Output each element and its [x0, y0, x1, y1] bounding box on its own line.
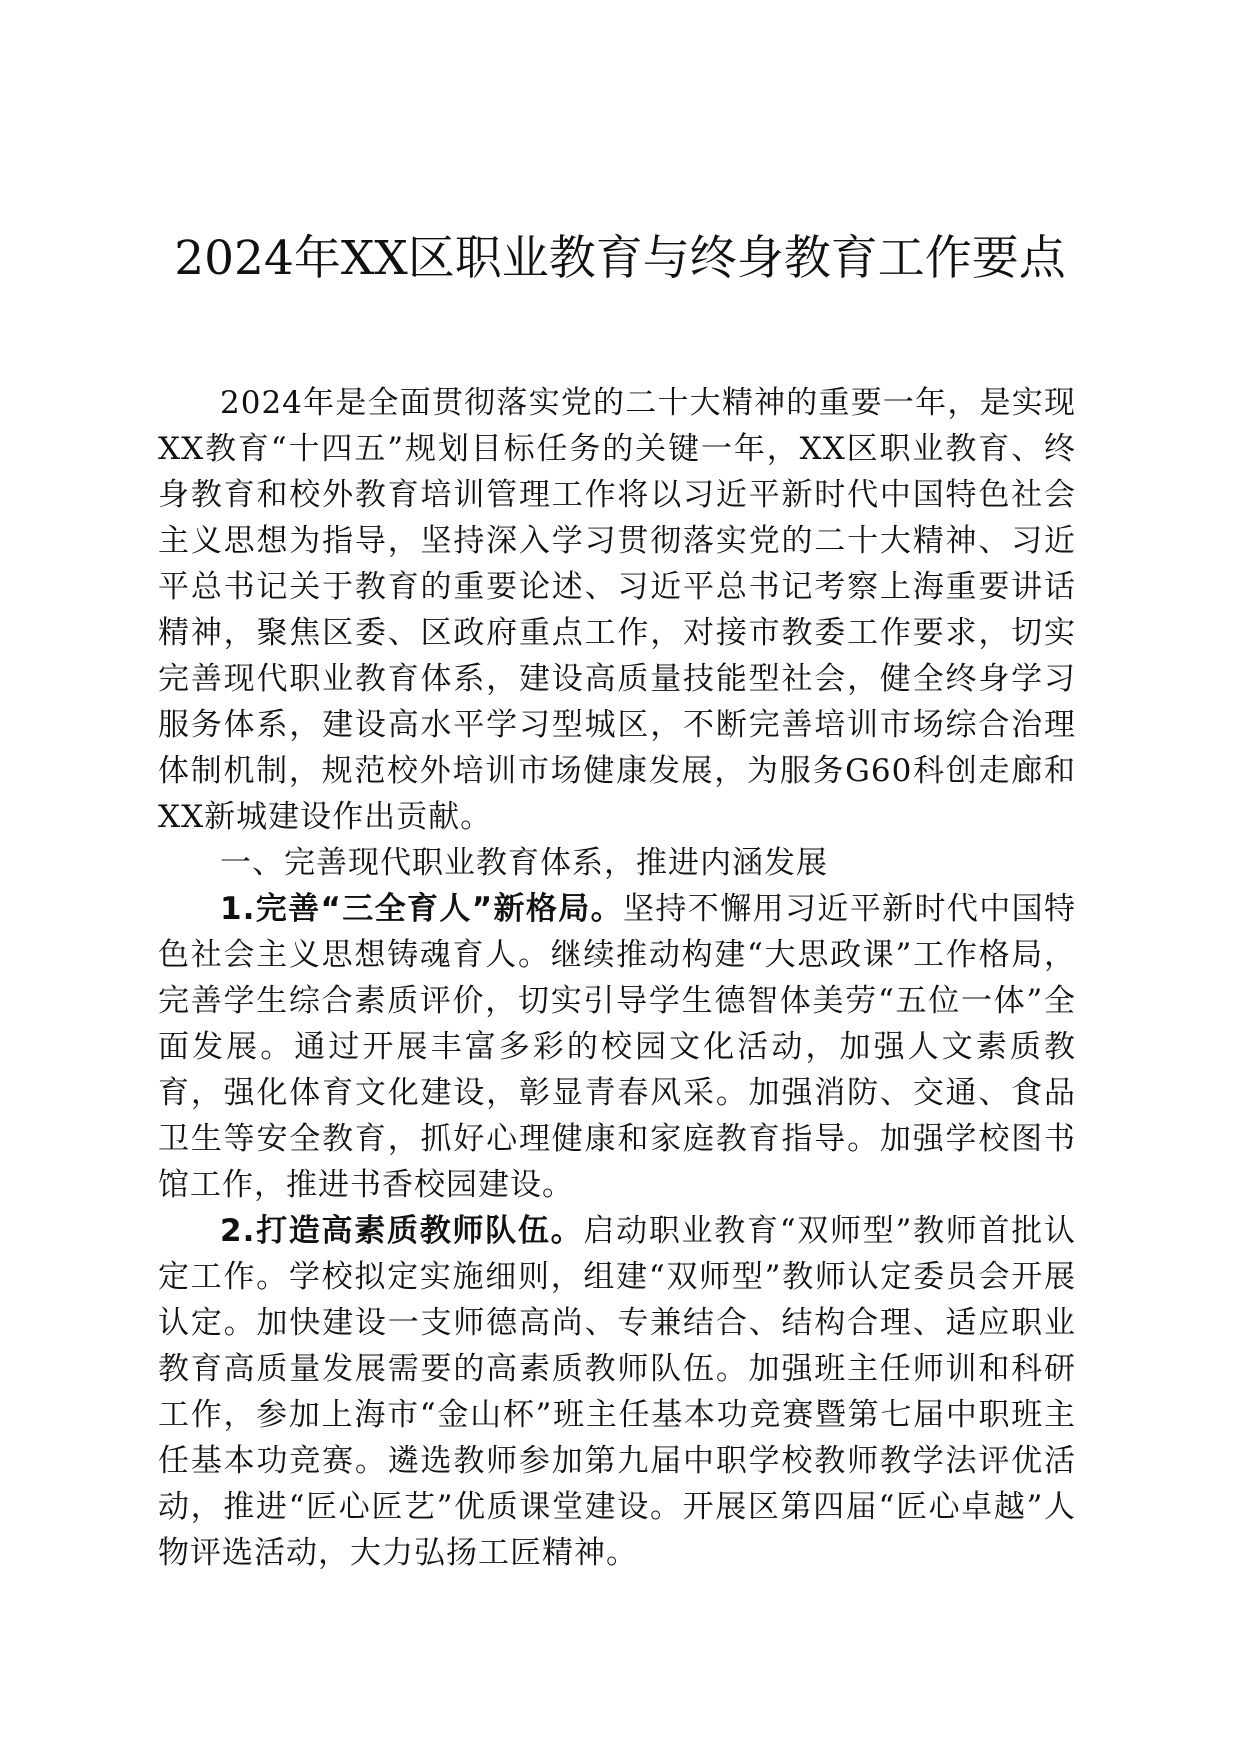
section-heading-1: 一、完善现代职业教育体系，推进内涵发展	[220, 845, 828, 881]
intro-paragraph: 2024年是全面贯彻落实党的二十大精神的重要一年，是实现XX教育“十四五”规划目标任务的关键一年，XX区职业教育、终身教育和校外教育培训管理工作将以习近平新时代中国特色社会主义思想为指导，坚持深入学习贯彻落实党的二十大精神、习近平总书记关于教育的重要论述、习近平总书记考察上海重要讲话精神，聚焦区委、区政府重点工作，对接市教委工作要求，切实完善现代职业教育体系，建设高质量技能型社会，健全终身学习服务体系，建设高水平学习型城区，不断完善培训市场综合治理体制机制，规范校外培训市场健康发展，为服务G60科创走廊和XX新城建设作出贡献。	[158, 385, 1076, 835]
document-title: 2024年XX区职业教育与终身教育工作要点	[174, 231, 1066, 286]
item-1-text: 坚持不懈用习近平新时代中国特色社会主义思想铸魂育人。继续推动构建“大思政课”工作格局，完善学生综合素质评价，切实引导学生德智体美劳“五位一体”全面发展。通过开展丰富多彩的校园文化活动，加强人文素质教育，强化体育文化建设，彰显青春风采。加强消防、交通、食品卫生等安全教育，抓好心理健康和家庭教育指导。加强学校图书馆工作，推进书香校园建设。	[158, 891, 1076, 1203]
item-paragraph-2	[158, 1208, 1076, 1576]
document-body	[158, 380, 1076, 1576]
item-paragraph-1	[158, 886, 1076, 1208]
item-2-text: 启动职业教育“双师型”教师首批认定工作。学校拟定实施细则，组建“双师型”教师认定委员会开展认定。加快建设一支师德高尚、专兼结合、结构合理、适应职业教育高质量发展需要的高素质教师队伍。加强班主任师训和科研工作，参加上海市“金山杯”班主任基本功竞赛暨第七届中职班主任基本功竞赛。遴选教师参加第九届中职学校教师教学法评优活动，推进“匠心匠艺”优质课堂建设。开展区第四届“匠心卓越”人物评选活动，大力弘扬工匠精神。	[158, 1213, 1076, 1571]
item-1-lead: 1.完善“三全育人”新格局。	[220, 891, 624, 927]
item-2-lead: 2.打造高素质教师队伍。	[220, 1213, 584, 1249]
